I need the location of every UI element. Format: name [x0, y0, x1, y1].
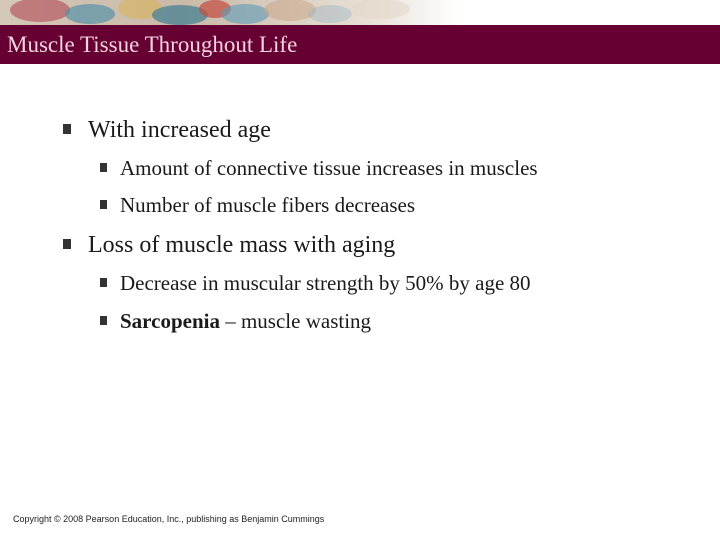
sub-bullet-text: Number of muscle fibers decreases [120, 193, 416, 217]
sub-bullet-muscular-strength [120, 273, 531, 294]
bullet-with-increased-age [88, 118, 271, 142]
bullet-text: With increased age [88, 117, 271, 143]
sub-bullet-text: Amount of connective tissue increases in muscles [120, 156, 538, 180]
bullet-square-icon [63, 124, 71, 134]
bullet-square-icon [100, 278, 107, 287]
bullet-square-icon [63, 239, 71, 249]
title-bar [0, 25, 720, 64]
bullet-text: Loss of muscle mass with aging [88, 232, 396, 258]
bullet-square-icon [100, 200, 107, 209]
sub-bullet-text: Decrease in muscular strength by 50% by age 80 [120, 271, 531, 295]
sarcopenia-term: Sarcopenia [120, 309, 220, 333]
decorative-header-image [0, 0, 460, 25]
bullet-square-icon [100, 316, 107, 325]
bullet-loss-of-muscle-mass [88, 233, 395, 257]
muscle-micrograph-strip [0, 0, 460, 25]
sub-bullet-connective-tissue [120, 158, 538, 179]
sub-bullet-sarcopenia [120, 311, 371, 332]
bullet-square-icon [100, 163, 107, 172]
slide-title: Muscle Tissue Throughout Life [7, 32, 298, 57]
copyright-notice: Copyright © 2008 Pearson Education, Inc., publishing as Benjamin Cummings [13, 514, 325, 524]
sub-bullet-muscle-fibers [120, 195, 415, 216]
sarcopenia-definition: – muscle wasting [219, 309, 372, 333]
